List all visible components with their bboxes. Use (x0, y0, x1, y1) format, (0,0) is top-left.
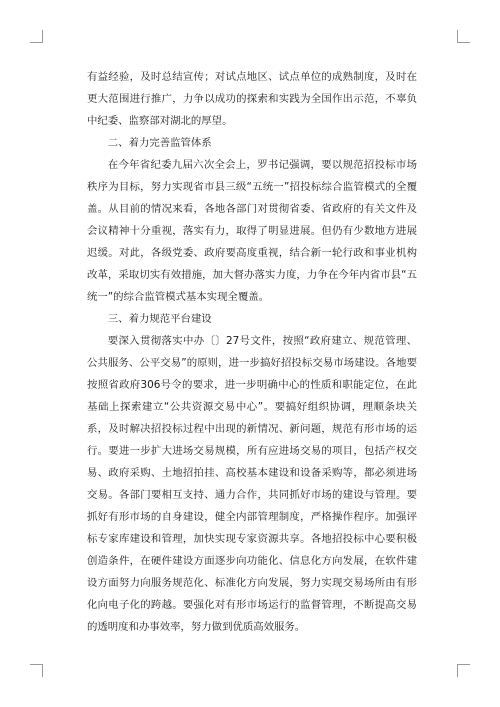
paragraph-continuation: 有益经验，及时总结宣传；对试点地区、试点单位的成熟制度，及时在更大范围进行推广，力争以成功的探索和实践为全国作出示范，不辜负中纪委、监察部对湖北的厚望。 (87, 71, 417, 127)
paragraph-supervision-system: 在今年省纪委九届六次全会上，罗书记强调，要以规范招投标市场秩序为目标，努力实现省市县三级“五统一”招投标综合监管模式的全覆盖。从目前的情况来看，各地各部门对贯彻省委、省政府的有关文件及会议精神十分重视，落实有力，取得了明显进展。但仍有少数地方进展迟缓。对此，各级党委、政府要高度重视，结合新一轮行政和事业机构改革，采取切实有效措施，加大督办落实力度，力争在今年内省市县“五统一”的综合监管模式基本实现全覆盖。 (87, 159, 417, 303)
section-heading-3: 三、着力规范平台建设 (107, 313, 212, 325)
crop-mark-bottom-left (30, 664, 43, 677)
paragraph-platform-construction: 要深入贯彻落实中办〔〕27号文件，按照“政府建立、规范管理、公共服务、公平交易”的原则，进一步搞好招投标交易市场建设。各地要按照省政府306号令的要求，进一步明确中心的性质和职能定位，在此基础上探索建立“公共资源交易中心”。要搞好组织协调，理顺条块关系，及时解决招投标过程中出现的新情况、新问题，规范有形市场的运行。要进一步扩大进场交易规模，所有应进场交易的项目，包括产权交易、政府采购、土地招拍挂、高校基本建设和设备采购等，都必须进场交易。各部门要相互支持、通力合作，共同抓好市场的建设与管理。要抓好有形市场的自身建设，健全内部管理制度，严格操作程序。加强评标专家库建设和管理，加快实现专家资源共享。各地招投标中心要积极创造条件，在硬件建设方面逐步向功能化、信息化方向发展，在软件建设方面努力向服务规范化、标准化方向发展，努力实现交易场所由有形化向电子化的跨越。要强化对有形市场运行的监督管理，不断提高交易的透明度和办事效率，努力做到优质高效服务。 (87, 335, 417, 633)
crop-mark-top-left (30, 30, 43, 43)
crop-mark-top-right (457, 30, 470, 43)
document-body (87, 66, 417, 638)
crop-mark-bottom-right (457, 664, 470, 677)
section-heading-2: 二、着力完善监管体系 (107, 137, 212, 149)
